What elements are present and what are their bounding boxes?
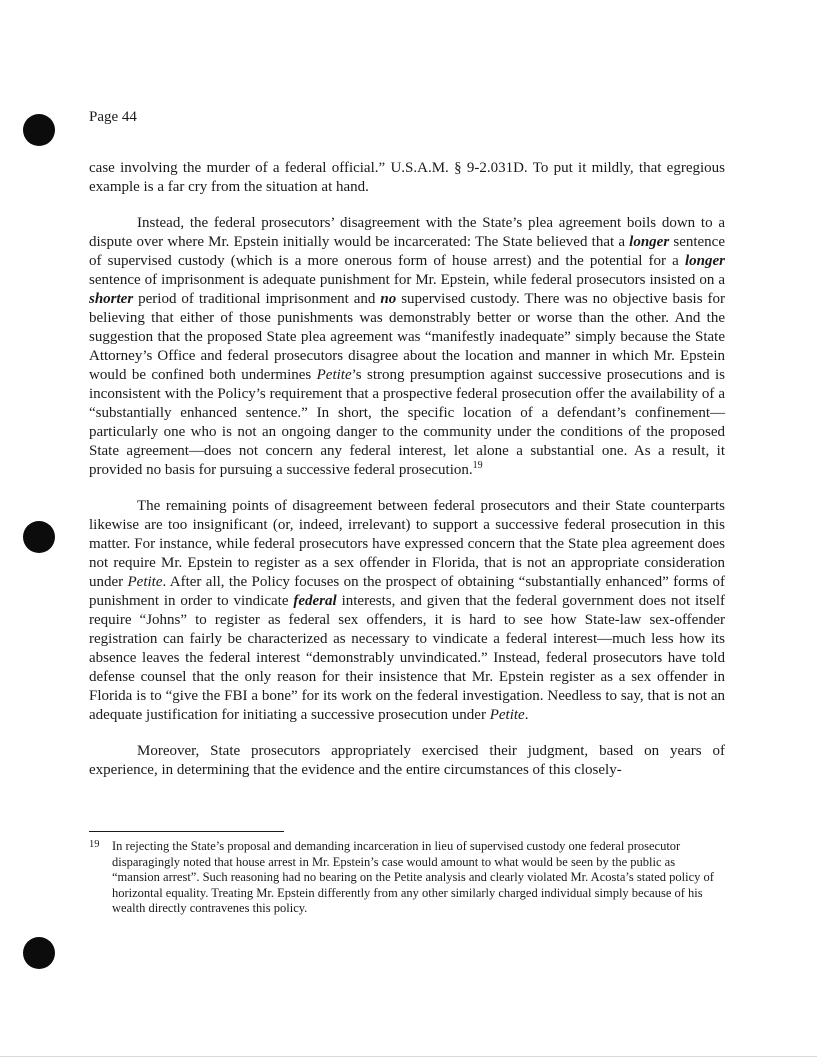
emphasis-no: no: [380, 291, 397, 307]
binder-hole-top: [23, 114, 55, 146]
paragraph-1: case involving the murder of a federal official.” U.S.A.M. § 9-2.031D. To put it mildly, that egregious example is a far cry from the situation at hand.: [89, 160, 725, 195]
paragraph-2: [89, 214, 725, 480]
scan-edge: [0, 1056, 817, 1057]
footnote-number: 19: [89, 839, 100, 850]
text-segment: sentence of supervised custody (which is a more onerous form of house arrest) and the potential for a: [89, 234, 725, 269]
case-name-petite: Petite: [489, 707, 525, 723]
text-segment: period of traditional imprisonment and: [133, 291, 381, 307]
paragraph-3: [89, 497, 725, 725]
text-segment: sentence of imprisonment is adequate punishment for Mr. Epstein, while federal prosecutors insisted on a: [89, 272, 725, 288]
text-segment: interests, and given that the federal government does not itself require “Johns” to register as federal sex offenders, it is hard to see how State-law sex-offender registration can fairly be characterized as necessary to vindicate a federal interest—much less how its absence leaves the federal interest “demonstrably unvindicated.” Instead, federal prosecutors have told defense counsel that the only reason for their insistence that Mr. Epstein register as a sex offender in Florida is to “give the FBI a bone” for its work on the federal investigation. Needless to say, that is not an adequate justification for initiating a successive prosecution under: [89, 593, 725, 723]
body-text: [89, 159, 725, 797]
footnote-19: [89, 839, 725, 917]
text-segment: The remaining points of disagreement between federal prosecutors and their State counterparts likewise are too insignificant (or, indeed, irrelevant) to support a successive federal prosecution in this matter. For instance, while federal prosecutors have expressed concern that the State plea agreement does not require Mr. Epstein to register as a sex offender in Florida, that is not an appropriate consideration under: [89, 498, 725, 590]
footnote-reference: 19: [472, 460, 483, 471]
emphasis-longer-1: longer: [629, 234, 670, 250]
footnote-separator: [89, 831, 284, 832]
emphasis-longer-2: longer: [684, 253, 725, 269]
text-segment: supervised custody. There was no objective basis for believing that either of those punishments was demonstrably better or worse than the other. And the suggestion that the proposed State plea agreement was “manifestly inadequate” simply because the State Attorney’s Office and federal prosecutors disagree about the location and manner in which Mr. Epstein would be confined both undermines: [89, 291, 725, 383]
binder-hole-bottom: [23, 937, 55, 969]
case-name-petite: Petite: [127, 574, 163, 590]
footnote-text: In rejecting the State’s proposal and demanding incarceration in lieu of supervised custody one federal prosecutor disparagingly noted that house arrest in Mr. Epstein’s case would amount to what would be seen by the public as “mansion arrest”. Such reasoning had no bearing on the Petite analysis and clearly violated Mr. Acosta’s stated policy of horizontal equality. Treating Mr. Epstein differently from any other similarly charged individual simply because of his wealth directly contravenes this policy.: [112, 839, 714, 915]
page-number: Page 44: [89, 109, 137, 125]
binder-hole-middle: [23, 521, 55, 553]
paragraph-4: Moreover, State prosecutors appropriately exercised their judgment, based on years of experience, in determining that the evidence and the entire circumstances of this closely-: [89, 743, 725, 778]
text-segment: Instead, the federal prosecutors’ disagreement with the State’s plea agreement boils down to a dispute over where Mr. Epstein initially would be incarcerated: The State believed that a: [89, 215, 725, 250]
text-segment: .: [524, 707, 529, 723]
emphasis-federal: federal: [293, 593, 337, 609]
emphasis-shorter: shorter: [89, 291, 134, 307]
text-segment: . After all, the Policy focuses on the prospect of obtaining “substantially enhanced” forms of punishment in order to vindicate: [89, 574, 725, 609]
case-name-petite: Petite: [316, 367, 352, 383]
text-segment: ’s strong presumption against successive prosecutions and is inconsistent with the Policy’s requirement that a prospective federal prosecution offer the availability of a “substantially enhanced sentence.” In short, the specific location of a defendant’s confinement—particularly one who is not an ongoing danger to the community under the conditions of the proposed State agreement—does not concern any federal interest, let alone a substantial one. As a result, it provided no basis for pursuing a successive federal prosecution.: [89, 367, 725, 478]
